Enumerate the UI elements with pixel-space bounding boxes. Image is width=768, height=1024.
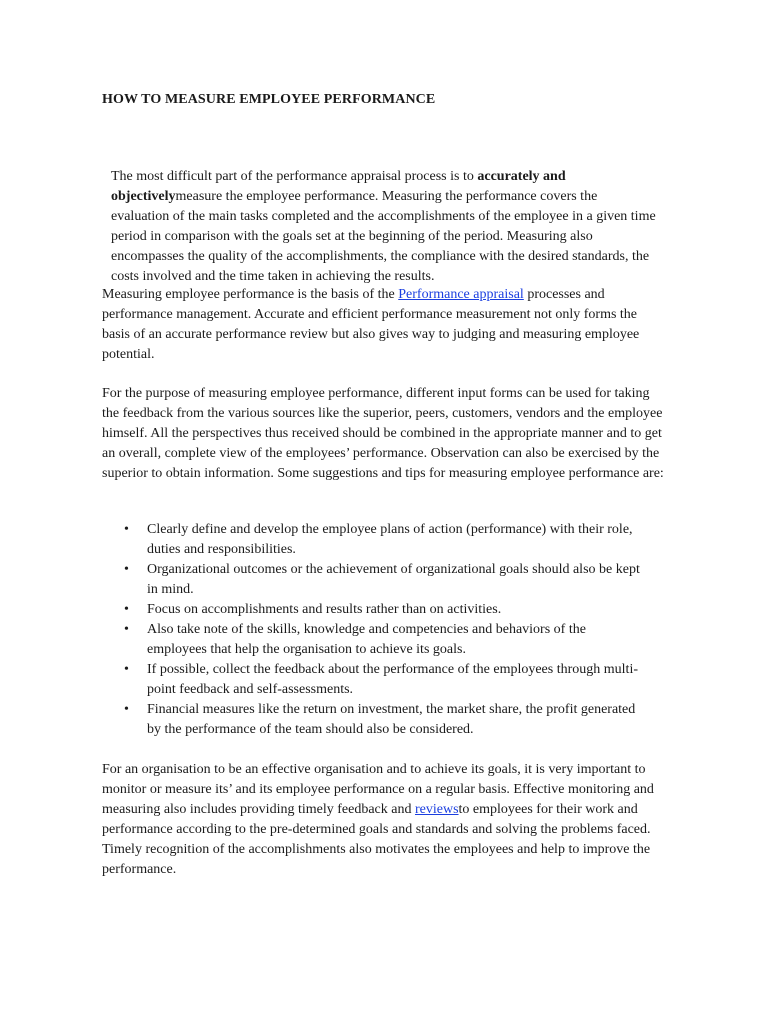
list-item bbox=[102, 600, 668, 620]
tips-list bbox=[102, 520, 668, 740]
paragraph-monitoring bbox=[102, 760, 668, 880]
bullet-icon: • bbox=[124, 522, 129, 537]
bullet-icon: • bbox=[124, 702, 129, 717]
list-item-text: Also take note of the skills, knowledge and competencies and behaviors of the employees that help the organisation to achieve its goals. bbox=[147, 622, 586, 657]
paragraph-monitoring-end: to employees for their work and performance according to the pre-determined goals and standards and solving the problems faced. Timely recognition of the accomplishments also motivates the employees and help to improve the performance. bbox=[102, 802, 651, 877]
list-item-text: Clearly define and develop the employee plans of action (performance) with their role, duties and responsibilities. bbox=[147, 522, 633, 557]
paragraph-basis-end: processes and performance management. Accurate and efficient performance measurement not only forms the basis of an accurate performance review but also gives way to judging and measuring employee potential. bbox=[102, 287, 640, 362]
document-title: HOW TO MEASURE EMPLOYEE PERFORMANCE bbox=[102, 92, 436, 107]
list-item bbox=[102, 620, 668, 660]
bullet-icon: • bbox=[124, 662, 129, 677]
reviews-link[interactable]: reviews bbox=[414, 802, 459, 817]
bullet-icon: • bbox=[124, 622, 129, 637]
intro-paragraph bbox=[111, 167, 659, 287]
bullet-icon: • bbox=[124, 602, 129, 617]
list-item-text: Organizational outcomes or the achievement of organizational goals should also be kept in mind. bbox=[147, 562, 640, 597]
paragraph-basis-start: Measuring employee performance is the basis of the bbox=[102, 287, 399, 302]
list-item-text: Focus on accomplishments and results rather than on activities. bbox=[147, 602, 502, 617]
paragraph-input-forms: For the purpose of measuring employee performance, different input forms can be used for taking the feedback from the various sources like the superior, peers, customers, vendors and the employee himself. All the perspectives thus received should be combined in the appropriate manner and to get an overall, complete view of the employees’ performance. Observation can also be exercised by the superior to obtain information. Some suggestions and tips for measuring employee performance are: bbox=[102, 386, 664, 481]
performance-appraisal-link[interactable]: Performance appraisal bbox=[398, 287, 524, 302]
list-item bbox=[102, 700, 668, 740]
list-item-text: Financial measures like the return on investment, the market share, the profit generated by the performance of the team should also be considered. bbox=[147, 702, 636, 737]
list-item-text: If possible, collect the feedback about the performance of the employees through multi-point feedback and self-assessments. bbox=[147, 662, 638, 697]
list-item bbox=[102, 660, 668, 700]
list-item bbox=[102, 520, 668, 560]
bullet-icon: • bbox=[124, 562, 129, 577]
paragraph-monitoring-start: For an organisation to be an effective organisation and to achieve its goals, it is very important to monitor or measure its’ and its employee performance on a regular basis. Effective monitoring and measuring also includes providing timely feedback and bbox=[102, 762, 654, 817]
paragraph-basis bbox=[102, 285, 668, 365]
list-item bbox=[102, 560, 668, 600]
intro-text-end: measure the employee performance. Measuring the performance covers the evaluation of the main tasks completed and the accomplishments of the employee in a given time period in comparison with the goals set at the beginning of the period. Measuring also encompasses the quality of the accomplishments, the compliance with the desired standards, the costs involved and the time taken in achieving the results. bbox=[111, 189, 656, 284]
intro-emphasis: accurately and objectively bbox=[111, 169, 566, 204]
intro-text-start: The most difficult part of the performance appraisal process is to bbox=[111, 169, 478, 184]
